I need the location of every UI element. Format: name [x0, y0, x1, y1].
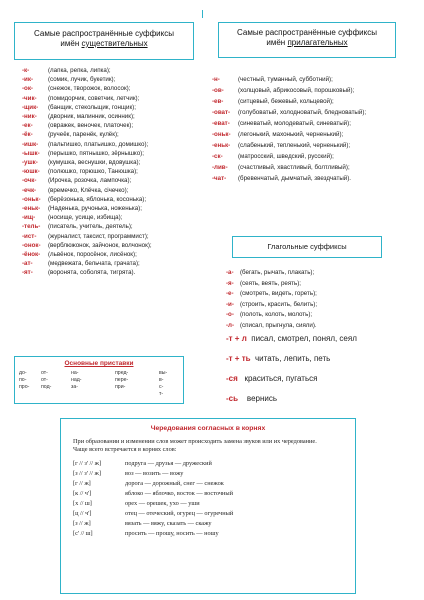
suffix-label: -ищ-	[22, 214, 36, 222]
verb-form-row-2	[226, 354, 330, 363]
alternation-key: [з // з' // ж]	[73, 470, 101, 477]
verb-form-suffix-1: -т + л	[226, 334, 247, 343]
noun-title-prefix: имён	[60, 39, 82, 48]
verb-suffixes-title-box	[232, 236, 382, 258]
prefixes-title: Основные приставки	[64, 360, 134, 367]
alternation-row	[73, 509, 343, 519]
suffix-row	[22, 94, 152, 103]
suffix-row	[22, 103, 152, 112]
suffix-label: -еват-	[212, 120, 230, 127]
suffix-row	[22, 259, 152, 268]
alternation-row	[73, 469, 343, 479]
suffix-examples: (помидорчик, советчик, летчик);	[48, 94, 140, 102]
suffix-examples: (носище, усище, избища);	[48, 214, 123, 222]
prefix-cell: про-	[19, 384, 30, 390]
prefix-cell: пере-	[115, 377, 129, 383]
alternation-key: [ц // ч']	[73, 510, 92, 517]
suffix-examples: (строить, красить, белить);	[240, 300, 318, 308]
suffix-label: -к-	[22, 67, 30, 74]
suffix-label: -о-	[226, 311, 234, 318]
suffix-examples: (овражек, веночек, платочек);	[48, 122, 134, 130]
suffix-label: -еньк-	[212, 142, 231, 149]
suffix-label: -оньк-	[212, 131, 231, 138]
prefix-cell	[71, 391, 115, 398]
adj-title-underlined: прилагательных	[287, 38, 348, 47]
suffix-label: -и-	[226, 300, 234, 308]
suffix-row	[22, 84, 152, 93]
suffix-label: -чик-	[22, 94, 37, 102]
suffix-examples: (сеять, веять, реять);	[240, 279, 302, 287]
prefix-cell: на-	[71, 370, 79, 376]
suffix-label: -лив-	[212, 164, 228, 171]
suffix-label: -ок-	[22, 85, 33, 93]
verb-form-words-4: вернись	[246, 394, 278, 403]
alternation-title: Чередования согласных в корнях	[150, 425, 266, 432]
adj-suffixes-title-box	[218, 22, 396, 58]
suffix-examples: (легонький, махонький, черненький);	[238, 131, 344, 138]
alternation-example: яблоко — яблочко, восток — восточный	[125, 490, 234, 497]
suffix-examples: (писатель, учитель, деятель);	[48, 223, 133, 231]
alternation-example: орех — орешек, ухо — уши	[125, 500, 200, 507]
suffix-examples: (ситцевый, бежевый, кольцевой);	[238, 98, 334, 105]
suffix-row	[22, 250, 152, 259]
alternation-example: дорога — дорожный, снег — снежок	[125, 480, 224, 487]
suffix-examples: (банщик, стекольщик, гонщик);	[48, 103, 136, 111]
adj-title-line1: Самые распространённые суффиксы	[237, 28, 377, 37]
suffix-label: -ск-	[212, 153, 223, 160]
suffix-label: -юшк-	[22, 168, 40, 176]
suffix-examples: (пальтишко, платьишко, домишко);	[48, 140, 149, 148]
prefix-cell: т-	[159, 391, 164, 397]
suffix-label: -оньк-	[22, 195, 41, 203]
suffix-row	[22, 149, 152, 158]
alternation-row	[73, 489, 343, 499]
verb-form-row-4	[226, 394, 277, 403]
alternation-intro-2: Чаще всего встречается в корнях слов:	[73, 446, 177, 453]
suffix-examples: (верблюжонок, зайчонок, волчонок);	[48, 241, 152, 249]
suffix-row	[22, 140, 152, 149]
adj-title-prefix: имён	[266, 38, 288, 47]
suffix-label: -ышк-	[22, 149, 40, 157]
suffix-examples: (матросский, шведский, русский);	[238, 153, 334, 160]
prefix-cell: от-	[41, 370, 48, 376]
suffix-row	[212, 129, 366, 140]
alternation-key: [х // ш]	[73, 500, 92, 507]
alternation-example: просить — прошу, носить — ношу	[125, 530, 219, 537]
verb-form-words-2: читать, лепить, петь	[255, 354, 331, 363]
suffix-row	[22, 130, 152, 139]
suffix-row	[212, 162, 366, 173]
prefix-cell: от-	[41, 377, 48, 383]
suffix-label: -онок-	[22, 241, 41, 249]
suffix-label: -ат-	[22, 260, 33, 268]
noun-suffixes-title-box	[14, 22, 194, 60]
left-divider	[202, 10, 203, 18]
suffix-examples: (Наденька, ручонька, ноженька);	[48, 205, 142, 213]
prefix-cell: за-	[71, 384, 78, 390]
suffix-label: -тель-	[22, 223, 41, 231]
suffix-row	[212, 140, 366, 151]
suffix-row	[22, 241, 152, 250]
suffix-row	[226, 279, 317, 290]
suffix-examples: (полоть, колоть, молоть);	[240, 311, 313, 318]
verb-form-row-3	[226, 374, 317, 383]
suffix-label: -ист-	[22, 232, 37, 240]
verb-form-suffix-3: -ся	[226, 374, 238, 383]
suffix-row	[22, 222, 152, 231]
suffix-row	[22, 66, 152, 75]
suffix-examples: (львёнок, поросёнок, лисёнок);	[48, 251, 137, 259]
suffix-label: -еньк-	[22, 205, 41, 213]
suffix-row	[22, 112, 152, 121]
suffix-examples: (смотреть, видеть, гореть);	[240, 290, 317, 297]
alternation-row	[73, 519, 343, 529]
prefix-cell: с-	[159, 384, 164, 390]
alternation-key: [г // ж]	[73, 480, 91, 487]
prefixes-grid	[19, 370, 179, 398]
prefix-cell	[115, 391, 159, 398]
suffix-label: -ёк-	[22, 131, 33, 139]
suffix-examples: (бегать, рычать, плакать);	[240, 269, 315, 276]
suffix-examples: (перышко, пятнышко, зёрнышко);	[48, 149, 144, 157]
suffix-examples: (берёзонька, яблонька, косонька);	[48, 195, 147, 203]
suffix-row	[212, 96, 366, 107]
prefix-cell: в-	[159, 377, 164, 383]
suffix-label: -ёнок-	[22, 251, 41, 259]
suffix-label: -ов-	[212, 87, 224, 94]
alternation-rows	[73, 459, 343, 539]
suffix-row	[22, 121, 152, 130]
suffix-row	[212, 151, 366, 162]
suffix-row	[22, 75, 152, 84]
suffix-label: -ик-	[22, 76, 34, 84]
suffix-row	[212, 118, 366, 129]
suffix-examples: (списал, прыгнула, сияли).	[240, 321, 317, 329]
noun-suffix-list	[22, 66, 152, 278]
suffix-row	[226, 268, 317, 279]
alternation-row	[73, 459, 343, 469]
suffix-label: -л-	[226, 321, 235, 329]
suffix-label: -ев-	[212, 98, 224, 105]
suffix-examples: (журналист, таксист, программист);	[48, 232, 149, 240]
suffix-examples: (снежок, творожок, волосок);	[48, 85, 131, 93]
suffix-examples: (слабенький, тепленький, черненький);	[238, 142, 351, 149]
alternation-row	[73, 529, 343, 539]
suffix-label: -ек-	[22, 122, 33, 130]
alternation-row	[73, 499, 343, 509]
suffix-label: -ушк-	[22, 159, 38, 167]
suffix-row	[226, 300, 317, 311]
verb-form-words-3: краситься, пугаться	[244, 374, 318, 383]
prefix-cell	[19, 391, 41, 398]
verb-title: Глагольные суффиксы	[267, 242, 347, 251]
alternation-intro-1: При образовании и изменении слов может происходить замена звуков или их чередование.	[73, 438, 317, 445]
suffix-label: -щик-	[22, 103, 39, 111]
suffix-examples: (медвежата, бельчата, грачата);	[48, 260, 140, 268]
alternation-example: подруга — друзья — дружеский	[125, 460, 212, 467]
suffix-examples: (голубоватый, холодноватый, бледноватый);	[238, 109, 367, 116]
suffix-label: -ник-	[22, 113, 37, 121]
suffix-examples: (Ирочка, розочка, лампочка);	[48, 177, 132, 185]
alternation-example: воз — возить — вожу	[125, 470, 184, 477]
suffix-label: -ишк-	[22, 140, 39, 148]
prefix-cell: под-	[41, 384, 52, 390]
suffix-row	[212, 74, 366, 85]
suffix-examples: (сомик, лучик, букетик);	[48, 76, 116, 84]
alternation-key: [з // ж]	[73, 520, 91, 527]
suffix-examples: (дворник, малинник, осинник);	[48, 113, 135, 121]
suffix-examples: (кумушка, веснушки, вдовушка);	[48, 159, 141, 167]
suffix-row	[22, 186, 152, 195]
suffix-row	[212, 107, 366, 118]
suffix-row	[22, 204, 152, 213]
suffix-row	[22, 195, 152, 204]
alternation-row	[73, 479, 343, 489]
prefix-cell: по-	[19, 377, 27, 383]
noun-title-underlined: существительных	[81, 39, 148, 48]
alternation-example: отец — отеческий, огурец — огуречный	[125, 510, 234, 517]
suffix-label: -очк-	[22, 177, 37, 185]
suffix-label: -а-	[226, 269, 234, 276]
suffix-examples: (счастливый, хвастливый, болтливый);	[238, 164, 350, 171]
suffix-row	[22, 167, 152, 176]
suffix-examples: (честный, туманный, субботний);	[238, 76, 333, 83]
suffix-label: -я-	[226, 279, 234, 287]
suffix-examples: (воронята, соболята, тигрята).	[48, 269, 136, 277]
suffix-row	[22, 176, 152, 185]
prefixes-box	[14, 356, 184, 404]
suffix-label: -оват-	[212, 109, 231, 116]
alternation-key: [к // ч']	[73, 490, 92, 497]
prefix-cell: вы-	[159, 370, 168, 376]
noun-title-line1: Самые распространённые суффиксы	[34, 29, 174, 38]
suffix-examples: (полюшко, горюшко, Танюшка);	[48, 168, 138, 176]
suffix-row	[212, 173, 366, 184]
suffix-label: -ят-	[22, 269, 33, 277]
suffix-row	[226, 310, 317, 321]
suffix-row	[22, 268, 152, 277]
suffix-row	[22, 213, 152, 222]
suffix-row	[212, 85, 366, 96]
suffix-row	[226, 321, 317, 332]
verb-form-suffix-4: -сь	[226, 394, 239, 403]
prefix-cell: при-	[115, 384, 126, 390]
suffix-row	[22, 158, 152, 167]
suffix-label: -е-	[226, 290, 234, 297]
alternation-key: [с' // ш]	[73, 530, 93, 537]
verb-form-row-1	[226, 334, 357, 343]
suffix-row	[226, 289, 317, 300]
suffix-label: -ечк-	[22, 186, 37, 194]
suffix-examples: (времечко, Клёчка, січечко);	[48, 186, 129, 194]
alternation-key: [г // з' // ж]	[73, 460, 102, 467]
suffix-examples: (холщовый, абрикосовый, порошковый);	[238, 87, 355, 94]
verb-form-words-1: писал, смотрел, понял, сеял	[251, 334, 357, 343]
prefix-cell: пред-	[115, 370, 129, 376]
adj-suffix-list	[212, 74, 366, 184]
suffix-row	[22, 232, 152, 241]
suffix-label: -чат-	[212, 175, 227, 182]
prefix-cell: до-	[19, 370, 27, 376]
alternation-box	[60, 418, 356, 594]
suffix-examples: (ручеёк, паренёк, кулёк);	[48, 131, 119, 139]
suffix-examples: (лапка, репка, липка);	[48, 67, 111, 74]
suffix-examples: (бревенчатый, дымчатый, звездчатый).	[238, 175, 351, 182]
verb-form-suffix-2: -т + ть	[226, 354, 251, 363]
prefix-cell	[41, 391, 71, 398]
prefix-cell: над-	[71, 377, 82, 383]
verb-suffix-list	[226, 268, 317, 331]
suffix-examples: (синеватый, молодеватый, синеватый);	[238, 120, 351, 127]
alternation-example: вязать — вяжу, сказать — скажу	[125, 520, 212, 527]
suffix-label: -н-	[212, 76, 220, 83]
